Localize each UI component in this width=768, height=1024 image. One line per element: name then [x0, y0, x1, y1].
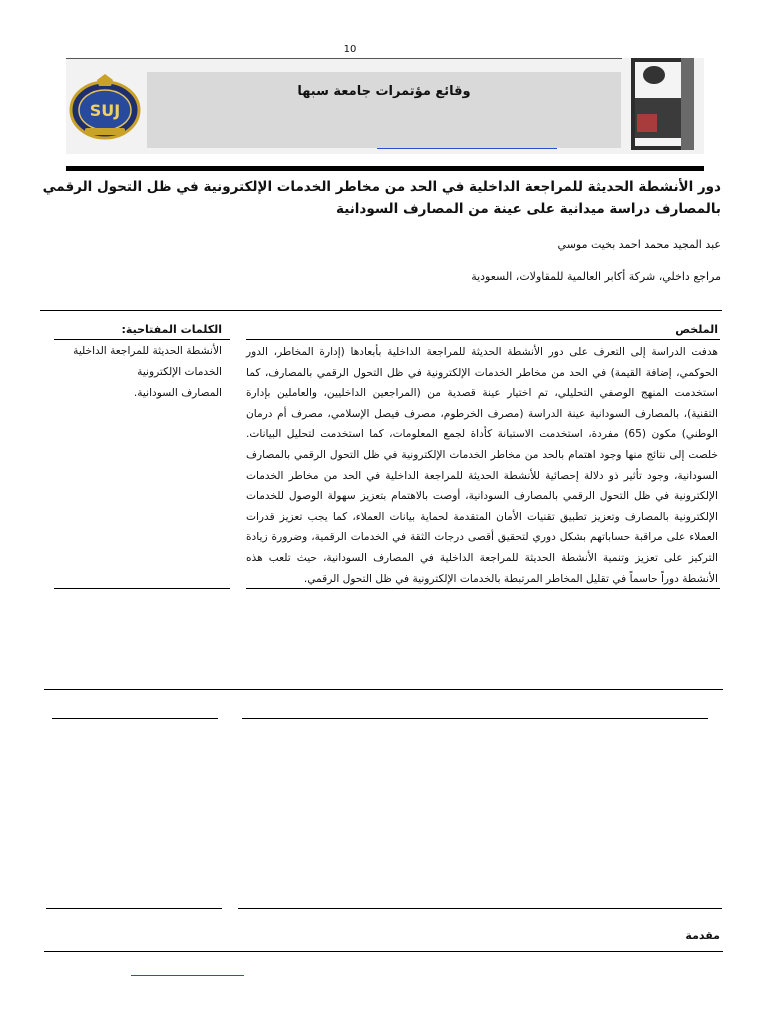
svg-text:SUJ: SUJ — [89, 101, 121, 120]
left-column-bottom-rule — [46, 908, 222, 909]
left-column-top-rule — [52, 718, 218, 719]
university-seal-logo — [67, 74, 143, 144]
header-thick-rule — [66, 166, 704, 171]
header-top-rule — [66, 58, 622, 59]
keyword-item: الأنشطة الحديثة للمراجعة الداخلية — [73, 345, 222, 357]
paper-title: دور الأنشطة الحديثة للمراجعة الداخلية في الحد من مخاطر الخدمات الإلكترونية في ظل التحول الرقمي بالمصارف دراسة ميدانية على عينة من المصارف السودانية — [42, 179, 721, 217]
abstract-heading-rule — [246, 339, 720, 340]
footnote-link-underline[interactable] — [131, 975, 244, 976]
page-number: 10 — [343, 44, 357, 55]
introduction-heading: مقدمة — [685, 929, 720, 942]
introduction-rule — [44, 951, 723, 952]
keywords-heading-rule — [54, 339, 230, 340]
keywords-bottom-rule — [54, 588, 230, 589]
abstract-bottom-rule — [246, 588, 720, 589]
author-name: عبد المجيد محمد احمد بخيت موسي — [557, 238, 721, 251]
keyword-item: الخدمات الإلكترونية — [137, 366, 222, 378]
abstract-text: هدفت الدراسة إلى التعرف على دور الأنشطة الحديثة للمراجعة الداخلية بأبعادها (إدارة المخاطر، الدور الحوكمي، إضافة القيمة) في الحد من مخاطر الخدمات الإلكترونية في ظل التحول الرقمي بالمصارف، كما استخدمت المنهج الوصفي التحليلي، تم اختيار عينة قصدية من (المراجعين الداخليين، والعاملين بإدارة التقنية)، بالمصارف السودانية عينة الدراسة (مصرف الخرطوم، مصرف فيصل الإسلامي، مصرف أم درمان الوطني) مكون (65) مفردة، استخدمت الاستبانة كأداة لجمع المعلومات، كما استخدمت لتحليل البيانات. خلصت إلى نتائج منها وجود اهتمام بالحد من مخاطر الخدمات الإلكترونية في ظل التحول الرقمي بالمصارف السودانية، وجود تأثير ذو دلالة إحصائية للأنشطة الحديثة للمراجعة الداخلية في الحد من مخاطر الخدمات الإلكترونية في ظل التحول الرقمي بالمصارف السودانية، أوصت بالاهتمام بتعزيز سهولة الوصول للخدمات الإلكترونية بالمصارف وتعزيز تطبيق تقنيات الأمان المتقدمة لحماية بيانات العملاء، كما يجب تعزيز قدرات العملاء على مراقبة حساباتهم بشكل دوري لتحقيق أقصى درجات الثقة في الخدمات الرقمية، وضرورة زيادة التركيز على تعزيز وتنمية الأنشطة الحديثة للمراجعة الداخلية في المصارف السودانية، حيث تلعب هذه الأنشطة دوراً حاسماً في تقليل المخاطر المرتبطة بالخدمات الإلكترونية في ظل التحول الرقمي. — [246, 346, 719, 585]
keywords-heading: الكلمات المفتاحية: — [121, 323, 222, 336]
header-link-underline[interactable] — [377, 148, 557, 149]
section-divider-rule — [44, 689, 723, 690]
journal-cover-logo — [631, 58, 694, 150]
keyword-item: المصارف السودانية. — [133, 387, 222, 399]
right-column-top-rule — [242, 718, 708, 719]
abstract-heading: الملخص — [675, 323, 718, 336]
journal-title: وقائع مؤتمرات جامعة سبها — [297, 84, 471, 99]
author-affiliation: مراجع داخلي، شركة أكابر العالمية للمقاولات، السعودية — [471, 270, 721, 283]
right-column-bottom-rule — [238, 908, 722, 909]
abstract-top-rule — [40, 310, 722, 311]
